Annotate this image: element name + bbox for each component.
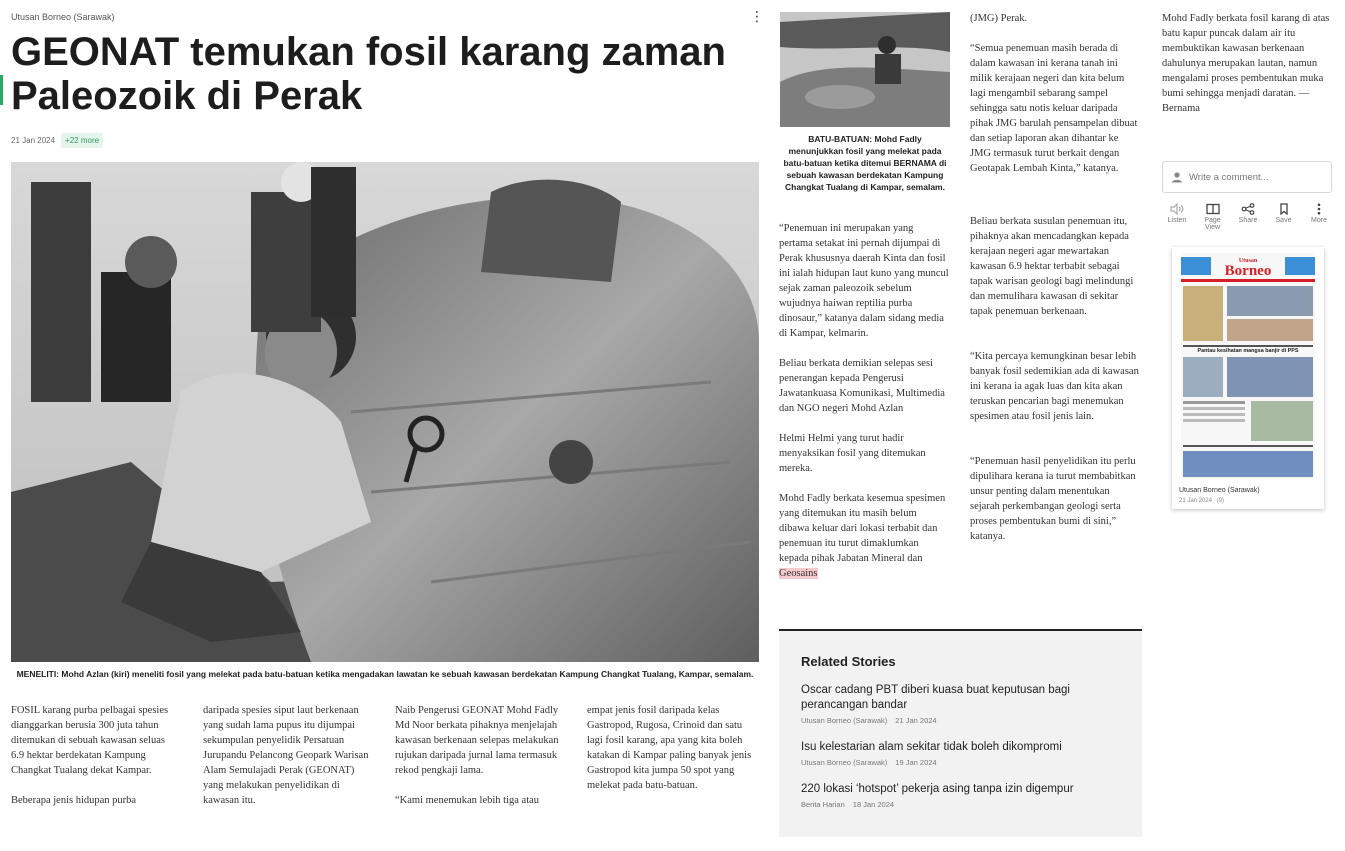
side-article-photo [780,12,950,127]
related-stories-title: Related Stories [801,654,896,669]
book-icon [1206,203,1220,215]
paragraph: FOSIL karang purba pelbagai spesies dianggarkan berusia 300 juta tahun ditemukan di sebuah kawasan seluas 6.9 hektar berdekatan Kampung Changkat Tualang dekat Kampar. [11,705,169,776]
article-date-row [11,133,103,148]
related-story-meta: Utusan Borneo (Sarawak) 21 Jan 2024 [801,716,937,725]
article-column-2 [203,703,375,823]
related-story-headline[interactable]: Oscar cadang PBT diberi kuasa buat keputusan bagi perancangan bandar [801,684,1070,711]
article-action-bar [1162,203,1334,231]
article-column-3 [395,703,560,823]
fossil-rock-image [780,12,950,127]
paragraph: Helmi Helmi yang turut hadir menyaksikan fosil yang ditemukan mereka. [779,433,926,474]
accent-bar [0,75,3,105]
page-view-button[interactable]: Page View [1198,203,1228,231]
paragraph: daripada spesies siput laut berkenaan yang sudah lama pupus itu dijumpai sekumpulan penyelidik Persatuan Jurupandu Pelancong Geopark Warisan Alam Semulajadi Perak (GEONAT) yang melakukan penyelidikan di kawasan itu. [203,705,369,806]
edition-source: Utusan Borneo (Sarawak) [1179,487,1260,494]
related-story-meta: Berita Harian 18 Jan 2024 [801,800,895,809]
paragraph: (JMG) Perak. [970,13,1028,24]
article-column-4 [587,703,759,808]
save-button[interactable]: Save [1269,203,1299,231]
svg-text:Utusan: Utusan [1238,258,1258,264]
related-story-item[interactable] [801,782,1121,809]
newspaper-front-page-thumbnail[interactable] [1181,253,1315,479]
comment-input[interactable] [1162,161,1332,193]
related-story-item[interactable] [801,740,1121,767]
paragraph: “Kami menemukan lebih tiga atau [395,795,540,806]
paragraph: Beberapa jenis hidupan purba [11,795,137,806]
fossil-inspection-image [11,162,759,662]
more-button[interactable]: More [1304,203,1334,231]
more-vertical-icon [1312,203,1326,215]
main-photo-caption: MENELITI: Mohd Azlan (kiri) meneliti fosil yang melekat pada batu-batuan ketika mengadakan lawatan ke sebuah kawasan berdekatan Kampung Changkat Tualang, Kampar, semalam. [16,669,754,679]
more-editions-chip[interactable]: +22 more [61,133,103,148]
related-story-item[interactable] [801,683,1121,725]
paragraph: “Penemuan hasil penyelidikan itu perlu dipulihara kerana ia turut membabitkan unsur penting dalam menentukan sejarah perkembangan geologi serta proses pembentukan bumi di sini,” katanya. [970,456,1136,542]
listen-button[interactable]: Listen [1162,203,1192,231]
edition-date: 21 Jan 2024 (9) [1179,498,1225,504]
paragraph: Mohd Fadly berkata fosil karang di atas batu kapur puncak dalam air itu membuktikan kawasan berkenaan dahulunya merupakan lautan, namun mengalami proses pembentukan muka bumi sehingga menjadi daratan. — Bernama [1162,13,1330,114]
svg-text:Borneo: Borneo [1224,263,1272,279]
paragraph: Beliau berkata susulan penemuan itu, pihaknya akan mencadangkan kepada kerajaan negeri agar mewartakan kawasan 6.9 hektar terbabit sebagai tapak warisan geologi bagi melindungi dan memulihara kawasan di sekitar tapak penemuan berkenaan. [970,216,1134,317]
paragraph: “Kita percaya kemungkinan besar lebih banyak fosil sedemikian ada di kawasan ini kerana ia agak luas dan kita akan teruskan pencarian bagi menemukan spesimen atau fosil jenis lain. [970,351,1139,422]
paragraph: “Penemuan ini merupakan yang pertama setakat ini pernah dijumpai di Perak khususnya daerah Kinta dan fosil ini ialah hidupan laut kuno yang muncul sejak zaman paleozoik sebelum wujudnya haiwan reptilia purba dinosaur,” katanya dalam sidang media di Kampar, kelmarin. [779,223,949,339]
highlighted-term[interactable]: Geosains [779,568,818,579]
related-stories-panel [779,629,1142,837]
paragraph: Mohd Fadly berkata kesemua spesimen yang ditemukan itu masih belum dibawa keluar dari lokasi terbabit dan penemuan itu turut dimaklumkan kepada pihak Jabatan Mineral dan Geosains [779,493,946,579]
front-page-image [1181,253,1315,479]
svg-text:Pantau kesihatan mangsa banjir: Pantau kesihatan mangsa banjir di PPS [1197,348,1299,354]
side-photo-caption: BATU-BATUAN: Mohd Fadly menunjukkan fosil yang melekat pada batu-batuan ketika ditemui BERNAMA di sebuah kawasan berdekatan Kampung Changkat Tualang di Kampar, semalam. [783,134,947,192]
more-options-icon[interactable]: ⋮ [750,8,764,24]
related-story-headline[interactable]: 220 lokasi ‘hotspot’ pekerja asing tanpa izin digempur [801,783,1074,795]
user-avatar-icon [1171,171,1183,183]
related-story-meta: Utusan Borneo (Sarawak) 19 Jan 2024 [801,758,937,767]
article-column-1 [11,703,171,823]
article-title: GEONAT temukan fosil karang zaman Paleozoik di Perak [11,30,726,118]
comment-placeholder: Write a comment... [1189,171,1269,183]
publication-source[interactable]: Utusan Borneo (Sarawak) [11,12,115,22]
paragraph: Naib Pengerusi GEONAT Mohd Fadly Md Noor berkata pihaknya menjelajah kawasan berkenaan selepas melakukan rujukan daripada jurnal lama termasuk rekod pengkaji lama. [395,705,559,776]
article-column-6 [970,11,1142,559]
article-column-5 [779,221,949,596]
newspaper-edition-card[interactable] [1172,247,1324,509]
speaker-icon [1170,203,1184,215]
main-article-photo [11,162,759,662]
paragraph: empat jenis fosil daripada kelas Gastropod, Rugosa, Crinoid dan satu lagi fosil karang, apa yang kita boleh katakan di Kampar paling banyak jenis Gastropod kita jumpa 50 spot yang melekat pada batu-batuan. [587,705,752,791]
related-story-headline[interactable]: Isu kelestarian alam sekitar tidak boleh dikompromi [801,741,1062,753]
article-date: 21 Jan 2024 [11,136,56,145]
paragraph: “Semua penemuan masih berada di dalam kawasan ini kerana tanah ini milik kerajaan negeri dan kita belum lagi mengambil sebarang sampel sehingga satu notis keluar daripada pihak JMG barulah pensampelan dibuat dan setiap laporan akan dihantar ke JMG termasuk turut berkait dengan Geotapak Lembah Kinta,” katanya. [970,43,1138,174]
article-column-7 [1162,11,1334,131]
share-button[interactable]: Share [1233,203,1263,231]
share-icon [1241,203,1255,215]
paragraph: Beliau berkata demikian selepas sesi penerangan kepada Pengerusi Jawatankuasa Komunikasi, Multimedia dan NGO negeri Mohd Azlan [779,358,945,414]
bookmark-icon [1277,203,1291,215]
